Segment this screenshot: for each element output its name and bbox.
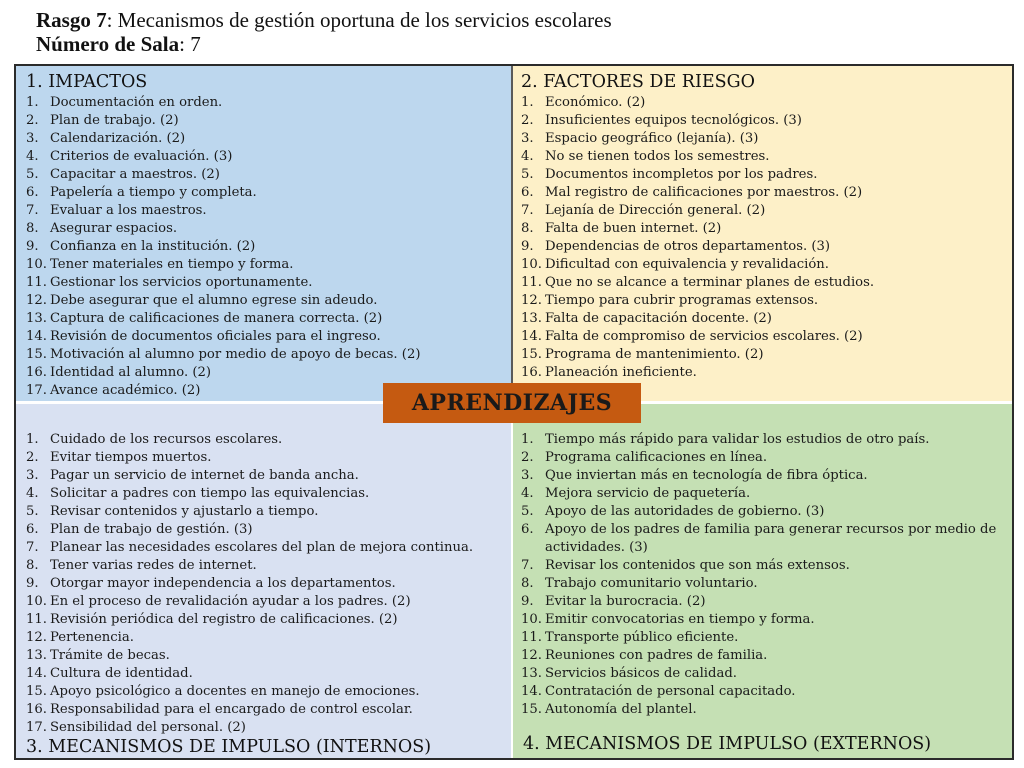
list-item-text: Responsabilidad para el encargado de control escolar. [50, 702, 413, 717]
list-item-text: Falta de buen internet. (2) [545, 221, 722, 236]
list-item-number: 15. [26, 347, 47, 362]
list-item-number: 12. [521, 648, 542, 663]
list-item-text: Mejora servicio de paquetería. [545, 486, 751, 501]
list-item-text: Motivación al alumno por medio de apoyo de becas. (2) [50, 347, 421, 362]
list-item-number: 4. [26, 486, 39, 501]
list-item-number: 7. [26, 203, 39, 218]
list-item-text: Espacio geográfico (lejanía). (3) [545, 131, 759, 146]
internos-title: 3. MECANISMOS DE IMPULSO (INTERNOS) [26, 737, 432, 757]
list-item [26, 539, 506, 557]
list-item-text: Evitar tiempos muertos. [50, 450, 212, 465]
factores-title: 2. FACTORES DE RIESGO [521, 72, 755, 92]
list-item-number: 10. [521, 257, 542, 272]
list-item-text: Evaluar a los maestros. [50, 203, 207, 218]
list-item-number: 14. [26, 329, 47, 344]
list-item-number: 11. [521, 275, 542, 290]
list-item-number: 12. [26, 293, 47, 308]
list-item-number: 2. [521, 113, 534, 128]
list-item [521, 593, 1005, 611]
list-item [26, 503, 506, 521]
list-item-text: Contratación de personal capacitado. [545, 684, 796, 699]
list-item-text: Papelería a tiempo y completa. [50, 185, 257, 200]
list-item [26, 701, 506, 719]
impactos-list [26, 94, 506, 400]
list-item-text: Emitir convocatorias en tiempo y forma. [545, 612, 815, 627]
list-item [521, 328, 1001, 346]
list-item-text: Documentación en orden. [50, 95, 223, 110]
slide-header [36, 8, 996, 56]
list-item-number: 8. [26, 558, 39, 573]
list-item-number: 8. [521, 221, 534, 236]
list-item-text: Debe asegurar que el alumno egrese sin adeudo. [50, 293, 378, 308]
list-item [521, 575, 1005, 593]
list-item [521, 220, 1001, 238]
list-item [521, 683, 1005, 701]
list-item-text: Plan de trabajo. (2) [50, 113, 179, 128]
list-item [521, 292, 1001, 310]
list-item [521, 647, 1005, 665]
list-item [521, 503, 1005, 521]
list-item [26, 94, 506, 112]
quadrant-factores-riesgo [511, 66, 1012, 401]
list-item [26, 256, 506, 274]
list-item [521, 256, 1001, 274]
list-item-text: En el proceso de revalidación ayudar a los padres. (2) [50, 594, 411, 609]
list-item-number: 7. [521, 203, 534, 218]
list-item [521, 485, 1005, 503]
list-item [26, 467, 506, 485]
list-item [521, 238, 1001, 256]
list-item-text: Evitar la burocracia. (2) [545, 594, 706, 609]
list-item-text: Apoyo psicológico a docentes en manejo de emociones. [50, 684, 420, 699]
list-item-number: 14. [521, 684, 542, 699]
list-item [26, 274, 506, 292]
list-item-number: 5. [26, 167, 39, 182]
list-item-number: 3. [26, 468, 39, 483]
list-item-number: 1. [26, 432, 39, 447]
list-item-text: Pertenencia. [50, 630, 134, 645]
list-item [26, 130, 506, 148]
list-item-number: 12. [26, 630, 47, 645]
list-item-text: Cuidado de los recursos escolares. [50, 432, 283, 447]
list-item-text: Planear las necesidades escolares del plan de mejora continua. [50, 540, 474, 555]
list-item-text: Sensibilidad del personal. (2) [50, 720, 246, 735]
list-item [521, 665, 1005, 683]
list-item-number: 14. [521, 329, 542, 344]
list-item-number: 9. [521, 239, 534, 254]
header-rasgo [36, 8, 996, 32]
list-item-text: Tiempo más rápido para validar los estudios de otro país. [545, 432, 930, 447]
list-item [521, 611, 1005, 629]
list-item-text: Asegurar espacios. [50, 221, 178, 236]
list-item-text: No se tienen todos los semestres. [545, 149, 770, 164]
list-item-number: 3. [521, 468, 534, 483]
aprendizajes-label: APRENDIZAJES [383, 383, 641, 423]
list-item-text: Trámite de becas. [50, 648, 170, 663]
list-item [26, 647, 506, 665]
list-item [521, 166, 1001, 184]
list-item-number: 10. [26, 594, 47, 609]
list-item [521, 346, 1001, 364]
list-item-text: Planeación ineficiente. [545, 365, 697, 380]
list-item [26, 593, 506, 611]
list-item-number: 14. [26, 666, 47, 681]
list-item [521, 467, 1005, 485]
list-item-text: Dependencias de otros departamentos. (3) [545, 239, 831, 254]
list-item [521, 629, 1005, 647]
list-item [26, 629, 506, 647]
list-item-text: Dificultad con equivalencia y revalidación. [545, 257, 829, 272]
list-item [521, 449, 1005, 467]
list-item-text: Económico. (2) [545, 95, 646, 110]
list-item [26, 184, 506, 202]
list-item-number: 1. [521, 95, 534, 110]
list-item-number: 12. [521, 293, 542, 308]
list-item [26, 431, 506, 449]
list-item [26, 112, 506, 130]
list-item-number: 17. [26, 720, 47, 735]
list-item-text: Falta de capacitación docente. (2) [545, 311, 772, 326]
list-item [26, 238, 506, 256]
list-item-text: Confianza en la institución. (2) [50, 239, 256, 254]
list-item [26, 665, 506, 683]
list-item [26, 557, 506, 575]
list-item [521, 94, 1001, 112]
list-item [26, 328, 506, 346]
list-item-text: Revisar contenidos y ajustarlo a tiempo. [50, 504, 319, 519]
list-item-text: Lejanía de Dirección general. (2) [545, 203, 766, 218]
list-item [26, 148, 506, 166]
list-item [26, 310, 506, 328]
header-sala [36, 32, 996, 56]
list-item-text: Servicios básicos de calidad. [545, 666, 737, 681]
internos-list [26, 431, 506, 737]
list-item-text: Transporte público eficiente. [545, 630, 739, 645]
list-item-number: 10. [521, 612, 542, 627]
list-item-text: Revisar los contenidos que son más extensos. [545, 558, 850, 573]
list-item [26, 683, 506, 701]
list-item-text: Avance académico. (2) [50, 383, 201, 398]
list-item-text: Tiempo para cubrir programas extensos. [545, 293, 819, 308]
list-item-number: 15. [521, 702, 542, 717]
list-item-text: Reuniones con padres de familia. [545, 648, 768, 663]
list-item [26, 485, 506, 503]
list-item-number: 15. [26, 684, 47, 699]
list-item-number: 13. [26, 648, 47, 663]
list-item-text: Que inviertan más en tecnología de fibra óptica. [545, 468, 868, 483]
list-item-text: Apoyo de las autoridades de gobierno. (3) [545, 504, 825, 519]
externos-list [521, 431, 1005, 719]
list-item [521, 557, 1005, 575]
list-item-number: 3. [521, 131, 534, 146]
list-item-number: 15. [521, 347, 542, 362]
list-item-number: 16. [26, 702, 47, 717]
list-item-text: Identidad al alumno. (2) [50, 365, 212, 380]
list-item [26, 364, 506, 382]
list-item-number: 11. [26, 275, 47, 290]
list-item-text: Gestionar los servicios oportunamente. [50, 275, 313, 290]
list-item-number: 13. [521, 311, 542, 326]
list-item-text: Plan de trabajo de gestión. (3) [50, 522, 253, 537]
list-item [26, 220, 506, 238]
factores-list [521, 94, 1001, 382]
list-item-text: Revisión de documentos oficiales para el ingreso. [50, 329, 381, 344]
list-item [521, 431, 1005, 449]
quadrant-impactos [16, 66, 511, 401]
quadrant-mecanismos-externos [511, 401, 1012, 758]
list-item-number: 11. [26, 612, 47, 627]
list-item [26, 575, 506, 593]
list-item [26, 611, 506, 629]
list-item-number: 1. [521, 432, 534, 447]
list-item-number: 5. [26, 504, 39, 519]
list-item-number: 4. [26, 149, 39, 164]
list-item [26, 521, 506, 539]
list-item-number: 2. [521, 450, 534, 465]
list-item-text: Tener varias redes de internet. [50, 558, 257, 573]
list-item-text: Revisión periódica del registro de calificaciones. (2) [50, 612, 398, 627]
sala-label: Número de Sala [36, 32, 180, 56]
list-item-number: 13. [521, 666, 542, 681]
quadrant-mecanismos-internos [16, 401, 511, 758]
list-item-text: Pagar un servicio de internet de banda ancha. [50, 468, 359, 483]
externos-title: 4. MECANISMOS DE IMPULSO (EXTERNOS) [523, 734, 932, 754]
list-item-text: Que no se alcance a terminar planes de estudios. [545, 275, 875, 290]
list-item [521, 701, 1005, 719]
list-item-text: Programa calificaciones en línea. [545, 450, 768, 465]
list-item [26, 346, 506, 364]
list-item-number: 6. [26, 185, 39, 200]
list-item [26, 719, 506, 737]
list-item-number: 2. [26, 113, 39, 128]
list-item [26, 166, 506, 184]
list-item-number: 7. [521, 558, 534, 573]
list-item-number: 16. [26, 365, 47, 380]
list-item-number: 6. [26, 522, 39, 537]
list-item [521, 202, 1001, 220]
list-item-number: 4. [521, 486, 534, 501]
list-item-number: 6. [521, 522, 534, 537]
list-item [521, 364, 1001, 382]
list-item-text: Tener materiales en tiempo y forma. [50, 257, 294, 272]
list-item-number: 10. [26, 257, 47, 272]
list-item-number: 9. [521, 594, 534, 609]
list-item-number: 7. [26, 540, 39, 555]
list-item-number: 2. [26, 450, 39, 465]
impactos-title: 1. IMPACTOS [26, 72, 148, 92]
list-item-text: Solicitar a padres con tiempo las equivalencias. [50, 486, 370, 501]
list-item-text: Documentos incompletos por los padres. [545, 167, 818, 182]
list-item-number: 5. [521, 504, 534, 519]
list-item [521, 310, 1001, 328]
list-item-text: Otorgar mayor independencia a los departamentos. [50, 576, 396, 591]
rasgo-text: : Mecanismos de gestión oportuna de los servicios escolares [106, 8, 612, 32]
list-item-number: 1. [26, 95, 39, 110]
list-item-number: 9. [26, 576, 39, 591]
sala-text: : 7 [179, 32, 201, 56]
list-item-text: Calendarización. (2) [50, 131, 186, 146]
list-item-text: Apoyo de los padres de familia para generar recursos por medio de actividades. (3) [545, 522, 997, 555]
list-item-number: 9. [26, 239, 39, 254]
list-item-text: Programa de mantenimiento. (2) [545, 347, 764, 362]
list-item-number: 13. [26, 311, 47, 326]
list-item-text: Falta de compromiso de servicios escolares. (2) [545, 329, 863, 344]
list-item-number: 5. [521, 167, 534, 182]
list-item [521, 148, 1001, 166]
list-item-text: Capacitar a maestros. (2) [50, 167, 220, 182]
list-item-number: 6. [521, 185, 534, 200]
list-item-text: Autonomía del plantel. [545, 702, 697, 717]
list-item [26, 202, 506, 220]
list-item [26, 449, 506, 467]
rasgo-label: Rasgo 7 [36, 8, 107, 32]
list-item [521, 112, 1001, 130]
list-item-text: Cultura de identidad. [50, 666, 193, 681]
list-item [26, 292, 506, 310]
list-item-text: Trabajo comunitario voluntario. [545, 576, 758, 591]
list-item [521, 184, 1001, 202]
list-item [521, 521, 1005, 557]
list-item [521, 274, 1001, 292]
list-item-number: 8. [521, 576, 534, 591]
list-item-number: 4. [521, 149, 534, 164]
list-item [521, 130, 1001, 148]
list-item-number: 3. [26, 131, 39, 146]
list-item-number: 8. [26, 221, 39, 236]
list-item-number: 11. [521, 630, 542, 645]
list-item-text: Mal registro de calificaciones por maestros. (2) [545, 185, 863, 200]
list-item-text: Insuficientes equipos tecnológicos. (3) [545, 113, 802, 128]
list-item-text: Criterios de evaluación. (3) [50, 149, 233, 164]
list-item-text: Captura de calificaciones de manera correcta. (2) [50, 311, 383, 326]
list-item-number: 16. [521, 365, 542, 380]
list-item-number: 17. [26, 383, 47, 398]
